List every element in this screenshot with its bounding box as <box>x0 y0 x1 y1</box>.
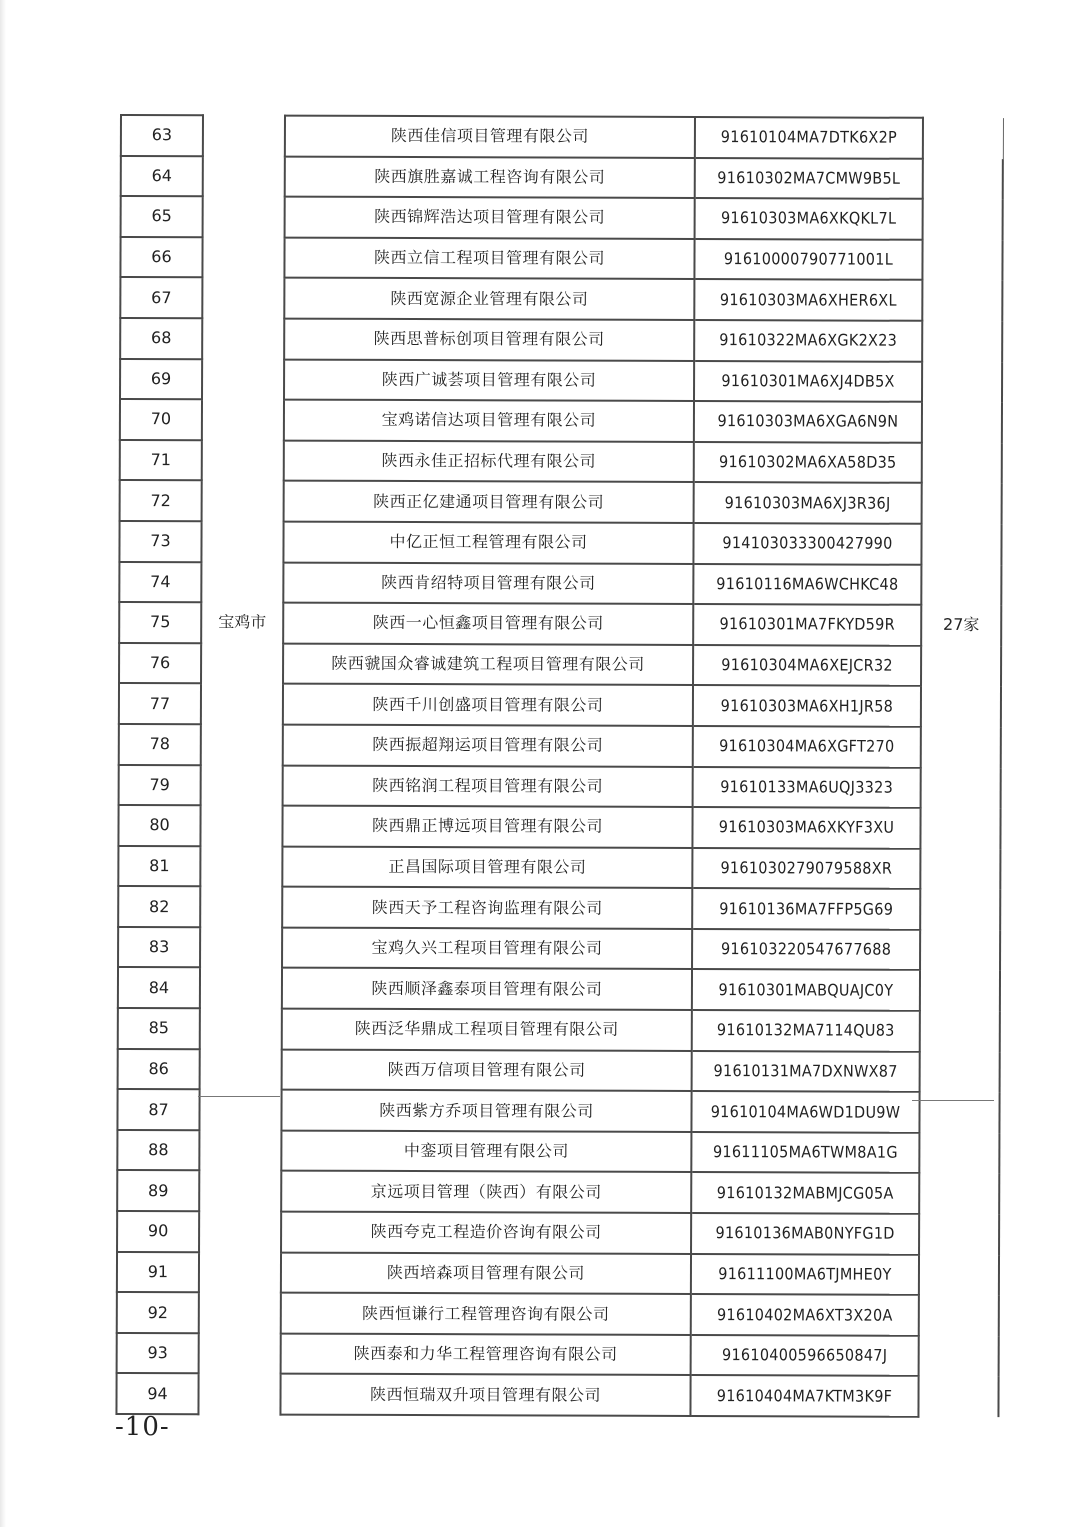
row-number: 90 <box>117 1211 199 1252</box>
row-number: 64 <box>121 156 203 197</box>
right-border-line <box>1001 565 1006 606</box>
right-border-line <box>1002 402 1007 443</box>
company-name: 陕西夸克工程造价咨询有限公司 <box>281 1212 691 1254</box>
right-border-line <box>999 1214 1004 1255</box>
credit-code: 91610132MA7114QU83 <box>692 1010 920 1051</box>
credit-code: 914103033300427990 <box>693 523 921 564</box>
group-divider-left <box>198 1096 280 1097</box>
credit-code: 91610104MA6WD1DU9W <box>691 1091 919 1132</box>
credit-code: 91610000790771001L <box>694 239 922 280</box>
company-name: 陕西锦辉浩达项目管理有限公司 <box>285 197 695 239</box>
credit-code: 91610301MA6XJ4DB5X <box>694 361 922 402</box>
row-number: 91 <box>117 1252 199 1293</box>
company-name: 宝鸡诺信达项目管理有限公司 <box>284 400 694 442</box>
right-border-line <box>1002 362 1007 403</box>
company-name: 陕西正亿建通项目管理有限公司 <box>284 481 694 523</box>
row-number: 73 <box>119 521 201 562</box>
company-name: 京远项目管理（陕西）有限公司 <box>281 1171 691 1213</box>
table-row <box>117 1211 1004 1255</box>
right-border-line <box>999 1174 1004 1215</box>
row-number: 92 <box>117 1292 199 1333</box>
company-list-table <box>115 114 1008 1418</box>
company-name: 中銮项目管理有限公司 <box>281 1130 691 1172</box>
city-cell-empty <box>199 1211 281 1252</box>
table-row <box>117 1130 1004 1174</box>
company-list-body <box>116 115 1008 1417</box>
company-count-empty <box>918 1376 998 1417</box>
row-number: 74 <box>119 562 201 603</box>
credit-code: 916103220547677688 <box>692 929 920 970</box>
right-border-line <box>1001 605 1006 646</box>
credit-code: 91610302MA7CMW9B5L <box>695 158 923 199</box>
row-number: 72 <box>120 480 202 521</box>
right-border-line <box>1001 524 1006 565</box>
row-number: 76 <box>119 643 201 684</box>
row-number: 68 <box>120 318 202 359</box>
company-name: 正昌国际项目管理有限公司 <box>282 846 692 888</box>
right-border-line <box>1003 159 1008 200</box>
company-count-empty <box>919 1173 999 1214</box>
company-count-empty <box>919 1133 999 1174</box>
company-name: 中亿正恒工程管理有限公司 <box>283 522 693 564</box>
city-cell-empty <box>199 1130 281 1171</box>
right-border-line <box>1001 646 1006 687</box>
row-number: 93 <box>117 1333 199 1374</box>
credit-code: 91610303MA6XH1JR58 <box>693 685 921 726</box>
credit-code: 91610302MA6XA58D35 <box>694 442 922 483</box>
credit-code: 91610303MA6XGA6N9N <box>694 401 922 442</box>
company-name: 陕西天予工程咨询监理有限公司 <box>282 887 692 929</box>
company-name: 陕西广诚荟项目管理有限公司 <box>284 359 694 401</box>
city-cell-empty <box>199 1171 281 1212</box>
city-cell-empty <box>199 1293 281 1334</box>
credit-code: 91611105MA6TWM8A1G <box>691 1132 919 1173</box>
right-border-line <box>1000 1011 1005 1052</box>
row-number: 66 <box>120 237 202 278</box>
row-number: 86 <box>118 1049 200 1090</box>
table-row <box>117 1292 1004 1336</box>
company-name: 陕西虢国众睿诚建筑工程项目管理有限公司 <box>283 643 693 685</box>
right-border-line <box>998 1376 1003 1417</box>
credit-code: 91610304MA6XGFT270 <box>693 726 921 767</box>
credit-code: 9161030279079588XR <box>692 848 920 889</box>
company-name: 陕西万信项目管理有限公司 <box>282 1049 692 1091</box>
credit-code: 91610322MA6XGK2X23 <box>694 320 922 361</box>
right-border-line <box>1000 808 1005 849</box>
row-number: 83 <box>118 927 200 968</box>
city-cell: 宝鸡市 <box>218 612 267 632</box>
company-name: 陕西紫方乔项目管理有限公司 <box>281 1090 691 1132</box>
right-border-line <box>999 1092 1004 1133</box>
company-name: 陕西肯绍特项目管理有限公司 <box>283 562 693 604</box>
credit-code: 91610131MA7DXNWX87 <box>692 1051 920 1092</box>
table-row <box>117 1170 1004 1214</box>
row-number: 94 <box>116 1373 198 1414</box>
table-row <box>121 115 1008 159</box>
right-border-line <box>1002 240 1007 281</box>
right-border-line <box>1001 768 1006 809</box>
row-number: 75 <box>119 602 201 643</box>
credit-code: 91610303MA6XKQKL7L <box>695 198 923 239</box>
credit-code: 91610301MA7FKYD59R <box>693 604 921 645</box>
credit-code: 91610303MA6XJ3R36J <box>694 482 922 523</box>
right-border-line <box>1001 686 1006 727</box>
company-name: 宝鸡久兴工程项目管理有限公司 <box>282 927 692 969</box>
credit-code: 91610404MA7KTM3K9F <box>690 1375 918 1416</box>
company-name: 陕西永佳正招标代理有限公司 <box>284 440 694 482</box>
right-border-line <box>1003 118 1008 159</box>
right-border-line <box>1000 930 1005 971</box>
row-number: 82 <box>118 886 200 927</box>
table-row <box>117 1333 1004 1377</box>
company-name: 陕西泛华鼎成工程项目管理有限公司 <box>282 1009 692 1051</box>
right-border-line <box>999 1133 1004 1174</box>
row-number: 69 <box>120 359 202 400</box>
company-name: 陕西顺泽鑫泰项目管理有限公司 <box>282 968 692 1010</box>
right-border-line <box>1000 889 1005 930</box>
company-name: 陕西恒谦行工程管理咨询有限公司 <box>281 1293 691 1335</box>
credit-code: 91610136MAB0NYFG1D <box>691 1213 919 1254</box>
company-name: 陕西千川创盛项目管理有限公司 <box>283 684 693 726</box>
city-cell-empty <box>198 1374 280 1415</box>
right-border-line <box>999 1336 1004 1377</box>
company-count-empty <box>919 1254 999 1295</box>
credit-code: 91610301MABQUAJC0Y <box>692 969 920 1010</box>
credit-code: 91610104MA7DTK6X2P <box>695 117 923 158</box>
company-name: 陕西泰和力华工程管理咨询有限公司 <box>281 1333 691 1375</box>
company-count-empty <box>919 1336 999 1377</box>
company-name: 陕西立信工程项目管理有限公司 <box>284 237 694 279</box>
row-number: 65 <box>121 196 203 237</box>
credit-code: 91611100MA6TJMHE0Y <box>691 1254 919 1295</box>
city-cell-empty <box>199 1333 281 1374</box>
row-number: 88 <box>117 1130 199 1171</box>
right-border-line <box>1001 727 1006 768</box>
company-name: 陕西鼎正博远项目管理有限公司 <box>282 806 692 848</box>
right-border-line <box>999 1255 1004 1296</box>
group-divider-right <box>912 1100 994 1101</box>
right-border-line <box>1002 280 1007 321</box>
company-name: 陕西思普标创项目管理有限公司 <box>284 319 694 361</box>
right-border-line <box>1002 321 1007 362</box>
right-border-line <box>1000 971 1005 1012</box>
company-count: 27家 <box>943 615 980 635</box>
row-number: 85 <box>118 1008 200 1049</box>
right-border-line <box>1000 849 1005 890</box>
row-number: 79 <box>119 764 201 805</box>
company-name: 陕西铭润工程项目管理有限公司 <box>283 765 693 807</box>
company-name: 陕西培森项目管理有限公司 <box>281 1252 691 1294</box>
right-border-line <box>999 1295 1004 1336</box>
row-number: 84 <box>118 967 200 1008</box>
row-number: 89 <box>117 1170 199 1211</box>
credit-code: 91610303MA6XKYF3XU <box>692 807 920 848</box>
right-border-line <box>1003 199 1008 240</box>
row-number: 81 <box>118 846 200 887</box>
company-name: 陕西恒瑞双升项目管理有限公司 <box>280 1374 690 1416</box>
credit-code: 91610133MA6UQJ3323 <box>693 767 921 808</box>
row-number: 87 <box>117 1089 199 1130</box>
credit-code: 91610132MABMJCG05A <box>691 1172 919 1213</box>
row-number: 67 <box>120 277 202 318</box>
credit-code: 91610402MA6XT3X20A <box>691 1294 919 1335</box>
scan-edge-shadow <box>0 0 6 1527</box>
right-border-line <box>1002 443 1007 484</box>
right-border-line <box>1002 483 1007 524</box>
company-count-empty <box>919 1214 999 1255</box>
city-cell-empty <box>199 1252 281 1293</box>
table-row <box>117 1252 1004 1296</box>
row-number: 71 <box>120 440 202 481</box>
credit-code: 91610400596650847J <box>691 1335 919 1376</box>
right-border-line <box>1000 1052 1005 1093</box>
credit-code: 91610304MA6XEJCR32 <box>693 645 921 686</box>
table-row <box>116 1373 1003 1417</box>
company-name: 陕西宽源企业管理有限公司 <box>284 278 694 320</box>
company-name: 陕西振超翔运项目管理有限公司 <box>283 724 693 766</box>
company-name: 陕西一心恒鑫项目管理有限公司 <box>283 603 693 645</box>
row-number: 78 <box>119 724 201 765</box>
credit-code: 91610303MA6XHER6XL <box>694 279 922 320</box>
company-count-empty <box>919 1295 999 1336</box>
row-number: 77 <box>119 683 201 724</box>
row-number: 63 <box>121 115 203 156</box>
row-number: 80 <box>118 805 200 846</box>
page-number: -10- <box>115 1412 170 1442</box>
company-name: 陕西佳信项目管理有限公司 <box>285 116 695 158</box>
row-number: 70 <box>120 399 202 440</box>
company-name: 陕西旗胜嘉诚工程咨询有限公司 <box>285 156 695 198</box>
credit-code: 91610116MA6WCHKC48 <box>693 564 921 605</box>
credit-code: 91610136MA7FFP5G69 <box>692 888 920 929</box>
